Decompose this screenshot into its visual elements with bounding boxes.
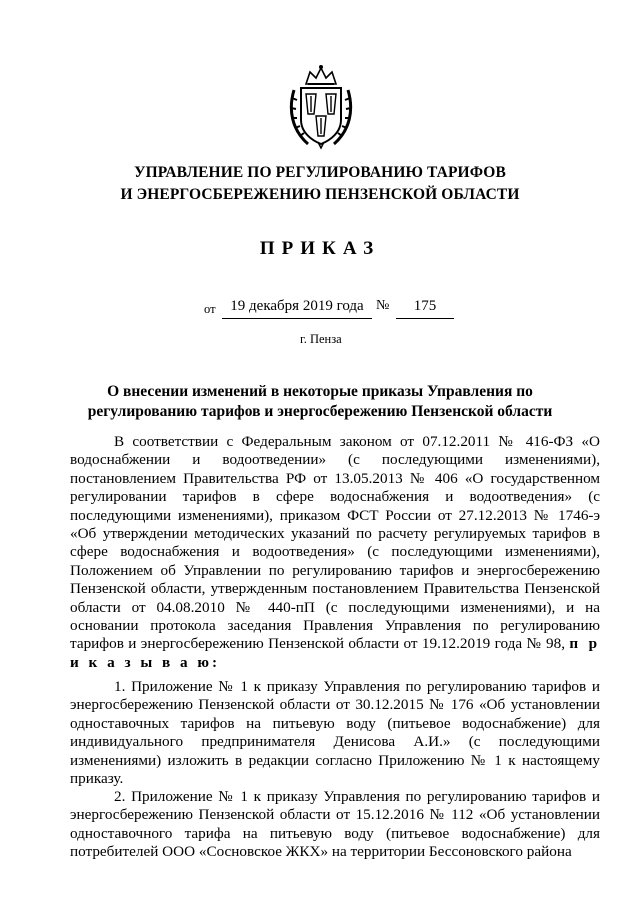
preamble-text: В соответствии с Федеральным законом от 07.12.2011 № 416-ФЗ «О водоснабжении и водоотведении» (с последующими изменениями), постановлением Правительства РФ от 13.05.2013 № 406 «О государственном регулировании тарифов в сфере водоснабжения и водоотведения» (с последующими изменениями), приказом ФСТ России от 27.12.2013 № 1746-э «Об утверждении методических указаний по расчету регулируемых тарифов в сфере водоснабжения и водоотведения» (с последующими изменениями), Положением об Управлении по регулированию тарифов и энергосбережению Пензенской области, утвержденным постановлением Правительства Пензенской области от 04.08.2010 № 440-пП (с последующими изменениями), и на основании протокола заседания Правления Управления по регулированию тарифов и энергосбережению Пензенской области от 19.12.2019 года № 98, [70, 433, 600, 653]
item-1-paragraph [70, 678, 600, 788]
organization-name-line2: И ЭНЕРГОСБЕРЕЖЕНИЮ ПЕНЗЕНСКОЙ ОБЛАСТИ [120, 186, 520, 203]
order-subject: О внесении изменений в некоторые приказы Управления по регулированию тарифов и энергосбережению Пензенской области [87, 383, 553, 420]
penza-coat-of-arms-icon [286, 64, 356, 150]
item-1-text: 1. Приложение № 1 к приказу Управления по регулированию тарифов и энергосбережению Пензенской области от 30.12.2015 № 176 «Об установлении одноставочных тарифов на питьевую воду (питьевое водоснабжение) для индивидуального предпринимателя Денисова А.И.» (с последующими изменениями) изложить в редакции согласно Приложению № 1 к настоящему приказу. [70, 678, 600, 788]
order-number: 175 [396, 298, 454, 319]
city-name: г. Пенза [300, 332, 342, 346]
preamble-paragraph [70, 433, 600, 672]
item-2-paragraph [70, 788, 600, 862]
item-2-text: 2. Приложение № 1 к приказу Управления по регулированию тарифов и энергосбережению Пензенской области от 15.12.2016 № 112 «Об установлении одноставочного тарифа на питьевую воду (питьевое водоснабжение) для потребителей ООО «Сосновское ЖКХ» на территории Бессоновского района [70, 788, 600, 861]
date-number-line [0, 296, 640, 326]
order-date: 19 декабря 2019 года [222, 298, 372, 319]
order-keyword: п р и к а з ы в а ю: [70, 635, 601, 671]
document-type-title: ПРИКАЗ [259, 238, 381, 259]
number-sign: № [376, 298, 390, 313]
organization-name-line1: УПРАВЛЕНИЕ ПО РЕГУЛИРОВАНИЮ ТАРИФОВ [134, 164, 506, 181]
date-prefix: от [204, 302, 216, 316]
